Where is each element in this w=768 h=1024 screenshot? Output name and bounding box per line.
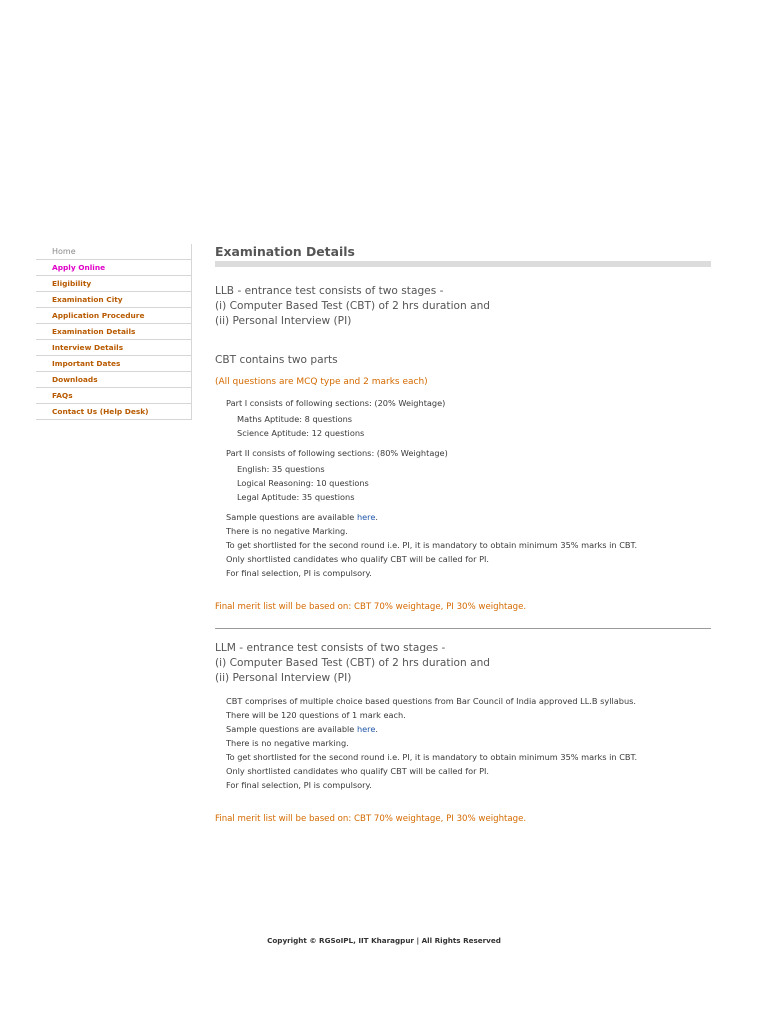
part1-list bbox=[237, 412, 364, 440]
sample-questions-link[interactable]: here bbox=[356, 512, 376, 522]
sample-questions-link[interactable]: here bbox=[356, 724, 376, 734]
main-content bbox=[215, 244, 711, 824]
note-line: CBT comprises of multiple choice based questions from Bar Council of India approved LL.B syllabus. bbox=[226, 696, 637, 706]
llm-heading-line: LLM - entrance test consists of two stages - bbox=[215, 642, 446, 654]
page-title: Examination Details bbox=[215, 244, 355, 259]
llb-heading-line: (ii) Personal Interview (PI) bbox=[215, 315, 352, 327]
llb-notes bbox=[226, 510, 637, 580]
sample-prefix: Sample questions are available bbox=[226, 724, 357, 734]
note-line: Only shortlisted candidates who qualify CBT will be called for PI. bbox=[226, 766, 490, 776]
sidebar-item-faqs[interactable]: FAQs bbox=[36, 388, 191, 404]
llb-heading-line: LLB - entrance test consists of two stages - bbox=[215, 285, 444, 297]
list-item: Logical Reasoning: 10 questions bbox=[237, 478, 369, 488]
sidebar-item-downloads[interactable]: Downloads bbox=[36, 372, 191, 388]
note-line: To get shortlisted for the second round i.e. PI, it is mandatory to obtain minimum 35% marks in CBT. bbox=[226, 540, 638, 550]
sidebar-item-apply-online[interactable]: Apply Online bbox=[36, 260, 191, 276]
sidebar-item-home[interactable]: Home bbox=[36, 244, 191, 260]
llm-heading-line: (ii) Personal Interview (PI) bbox=[215, 672, 352, 684]
llm-heading bbox=[215, 641, 490, 686]
sample-questions-line bbox=[226, 510, 637, 524]
sidebar-item-contact-us[interactable]: Contact Us (Help Desk) bbox=[36, 404, 191, 420]
title-underline-bar bbox=[215, 261, 711, 267]
mcq-note: (All questions are MCQ type and 2 marks each) bbox=[215, 377, 428, 387]
llm-merit-note: Final merit list will be based on: CBT 70% weightage, PI 30% weightage. bbox=[215, 814, 527, 824]
cbt-heading: CBT contains two parts bbox=[215, 354, 338, 366]
sidebar-item-eligibility[interactable]: Eligibility bbox=[36, 276, 191, 292]
note-line: Only shortlisted candidates who qualify CBT will be called for PI. bbox=[226, 554, 490, 564]
note-line: For final selection, PI is compulsory. bbox=[226, 568, 372, 578]
list-item: Science Aptitude: 12 questions bbox=[237, 428, 365, 438]
llm-heading-line: (i) Computer Based Test (CBT) of 2 hrs duration and bbox=[215, 657, 491, 669]
part2-title: Part II consists of following sections: (80% Weightage) bbox=[226, 448, 448, 458]
llb-heading bbox=[215, 284, 490, 329]
note-line: There is no negative Marking. bbox=[226, 526, 348, 536]
sidebar-item-examination-details[interactable]: Examination Details bbox=[36, 324, 191, 340]
sample-questions-line bbox=[226, 722, 637, 736]
sidebar-item-application-procedure[interactable]: Application Procedure bbox=[36, 308, 191, 324]
footer-copyright: Copyright © RGSoIPL, IIT Kharagpur | All Rights Reserved bbox=[267, 936, 501, 945]
part1-title: Part I consists of following sections: (20% Weightage) bbox=[226, 398, 446, 408]
llb-heading-line: (i) Computer Based Test (CBT) of 2 hrs duration and bbox=[215, 300, 491, 312]
sample-suffix: . bbox=[375, 512, 379, 522]
list-item: Legal Aptitude: 35 questions bbox=[237, 492, 355, 502]
list-item: English: 35 questions bbox=[237, 464, 325, 474]
note-line: To get shortlisted for the second round i.e. PI, it is mandatory to obtain minimum 35% marks in CBT. bbox=[226, 752, 638, 762]
note-line: There is no negative marking. bbox=[226, 738, 349, 748]
llb-merit-note: Final merit list will be based on: CBT 70% weightage, PI 30% weightage. bbox=[215, 602, 527, 612]
sidebar-item-important-dates[interactable]: Important Dates bbox=[36, 356, 191, 372]
section-divider bbox=[215, 628, 711, 629]
llm-notes bbox=[226, 694, 637, 792]
sidebar-nav bbox=[36, 244, 192, 420]
sidebar-item-interview-details[interactable]: Interview Details bbox=[36, 340, 191, 356]
list-item: Maths Aptitude: 8 questions bbox=[237, 414, 353, 424]
sample-suffix: . bbox=[375, 724, 379, 734]
note-line: For final selection, PI is compulsory. bbox=[226, 780, 372, 790]
note-line: There will be 120 questions of 1 mark each. bbox=[226, 710, 406, 720]
sample-prefix: Sample questions are available bbox=[226, 512, 357, 522]
part2-list bbox=[237, 462, 369, 504]
sidebar-item-examination-city[interactable]: Examination City bbox=[36, 292, 191, 308]
